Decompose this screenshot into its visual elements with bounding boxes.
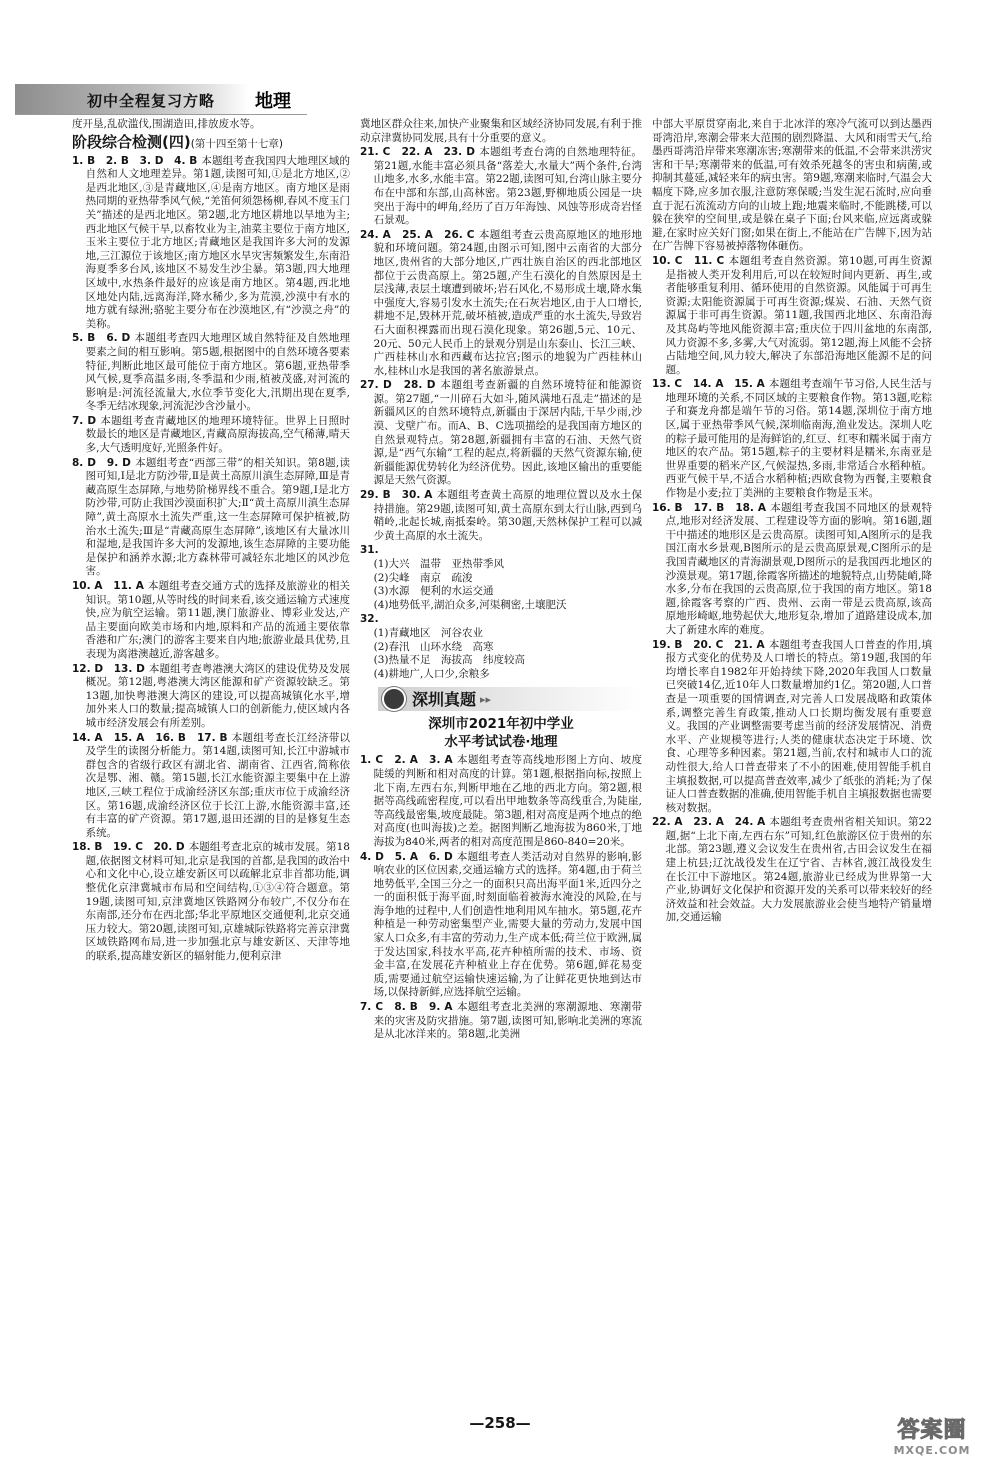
explanation-text: 本题组考查交通方式的选择及旅游业的相关知识。第10题,从等时线的时间来看,该交通运输方式速度快,应为航空运输。第11题,澳门旅游业、博彩业发达,产品主要面向欧美市场和内地,原料和产品的流通主要依靠香港和广东;澳门的游客主要来自内地;旅游业最具优势,且表现为离港澳越近,游客越多。 — [85, 580, 350, 660]
explanation-text: 本题组考查贵州省相关知识。第22题,据“上北下南,左西右东”可知,红色旅游区位于贵州的东北部。第23题,遵义会议发生在贵州省,古田会议发生在福建上杭县;辽沈战役发生在辽宁省、吉林省,渡江战役发生在长江中下游地区。第24题,旅游业已经成为世界第一大产业,协调好文化保护和资源开发的关系可以带来较好的经济效益和社会效益。大力发展旅游业会使当地特产销量增加,交通运输 — [665, 816, 932, 924]
answer-keys: 22. A 23. A 24. A — [652, 816, 766, 829]
answer-item — [72, 663, 350, 731]
answer-keys: 7. C 8. B 9. A — [360, 1001, 453, 1014]
explanation-text: 本题组考查我国四大地理区域的自然和人文地理差异。第1题,读图可知,①是北方地区,②是西北地区,③是青藏地区,④是南方地区。南方地区是雨热同期的亚热带季风气候,“羌笛何须怨杨柳,春风不度玉门关”描述的是西北地区。第2题,北方地区耕地以旱地为主;西北地区气候干旱,以畜牧业为主,油菜主要位于南方地区,玉米主要位于北方地区;青藏地区是我国许多大河的发源地,三江源位于该地区;南方地区水旱灾害频繁发生,东南沿海夏季多台风,该地区不易发生沙尘暴。第3题,四大地理区域中,水热条件最好的应该是南方地区。第4题,西北地区地处内陆,远离海洋,降水稀少,多为荒漠,沙漠中有水的地方就有绿洲;骆驼主要分布在沙漠地区,有“沙漠之舟”的美称。 — [85, 154, 350, 330]
exam-title-line: 深圳市2021年初中学业 — [428, 716, 574, 733]
answer-item — [72, 732, 350, 841]
answer-keys: 16. B 17. B 18. A — [652, 501, 766, 514]
subject-title: 地理 — [255, 91, 291, 112]
page-number: —258— — [469, 1414, 531, 1432]
answer-line: (4)地势低平,湖泊众多,河渠稠密,土壤肥沃 — [373, 598, 567, 611]
answer-line: (1)青藏地区 河谷农业 — [373, 626, 484, 639]
explanation-text: 本题组考查等高线地形图上方向、坡度陡缓的判断和相对高度的计算。第1题,根据指向标,按照上北下南,左西右东,判断甲地在乙地的西北方向。第2题,根据等高线疏密程度,可以看出甲地数条等高线重合,为陡崖,等高线最密集,坡度最陡。第3题,相对高度是两个地点的绝对高度(也叫海拔)之差。据图判断乙地海拔为860米,丁地海拔为840米,两者的相对高度范围是860-840=20米。 — [373, 754, 642, 848]
answer-item — [72, 415, 350, 456]
answer-item — [72, 155, 350, 332]
explanation-text: 本题组考查我国人口普查的作用,填报方式变化的优势及人口增长的特点。第19题,我国的年均增长率自1982年开始持续下降,2020年我国人口数量已突破14亿,近10年人口数量增加约1亿。第20题,人口普查是一项重要的国情调查,对完善人口发展战略和政策体系,调整完善生育政策,推动人口长期均衡发展有重要意义。我国的产业调整需要考虑当前的经济发展情况、消费水平、产业规模等进行;人类的健康状态决定于环境、饮食、心理等多种因素。第21题,当前,农村和城市人口的流动性很大,给人口普查带来了不小的困难,使用智能手机自主填报数据,可以提高普查效率,减少了纸张的消耗;为了保证人口普查数据的准确,使用智能手机自主填报数据也需要核对数据。 — [665, 638, 932, 814]
answer-keys: 21. C 22. A 23. D — [360, 146, 475, 159]
answer-item — [72, 841, 350, 963]
answer-keys: 10. C 11. C — [652, 254, 725, 267]
answer-item — [652, 816, 932, 925]
explanation-text: 本题组考查云贵高原地区的地形地貌和环境问题。第24题,由图示可知,图中云南省的大部分地区,贵州省的大部分地区,广西壮族自治区的西北部地区都位于云贵高原上。第25题,产生石漠化的自然原因是土层浅薄,表层土壤遭到破坏;岩石风化,不易形成土壤,降水集中强度大,容易引发水土流失;在石灰岩地区,由于人口增长,耕地不足,毁林开荒,破坏植被,造成严重的水土流失,导致岩石大面积裸露而出现石漠化现象。第26题,5元、10元、20元、50元人民币上的景观分别是山东泰山、长江三峡、广西桂林山水和西藏布达拉宫;图示的地貌为广西桂林山水,桂林山水是我国的著名旅游景点。 — [373, 228, 642, 377]
logo-name: 答案圈 — [897, 1418, 967, 1443]
explanation-text: 本题组考查黄土高原的地理位置以及水土保持措施。第29题,读图可知,黄土高原东到太行山脉,西到乌鞘岭,北起长城,南抵秦岭。第30题,天然林保护工程可以减少黄土高原的水土流失。 — [373, 489, 642, 542]
answer-item — [360, 379, 642, 488]
answer-item — [652, 502, 932, 638]
logo-url: MXQE.COM — [893, 1444, 971, 1457]
answer-keys: 18. B 19. C 20. D — [72, 841, 185, 854]
answer-keys: 4. D 5. A 6. D — [360, 850, 453, 863]
explanation-text: 本题组考查人类活动对自然界的影响,影响农业的区位因素,交通运输方式的选择。第4题,由于荷兰地势低平,全国三分之一的面积只高出海平面1米,近四分之一的面积低于海平面,时刻面临着被海水淹没的风险,在与海争地的过程中,人们创造性地利用风车抽水。第5题,花卉种植是一种劳动密集型产业,需要大量的劳动力,发展中国家人口众多,有丰富的劳动力,生产成本低;荷兰位于欧洲,属于发达国家,科技水平高,花卉种植所需的技术、市场、资金丰富,在发展花卉种植业上存在优势。第6题,鲜花易变质,需要通过航空运输快速运输,为了让鲜花更快地到达市场,以保持新鲜,应选择航空运输。 — [373, 850, 642, 999]
text-column-right — [652, 118, 932, 1408]
explanation-text: 本题组考查北京的城市发展。第18题,依据图文材料可知,北京是我国的首都,是我国的政治中心和文化中心,设立雄安新区可以疏解北京非首都功能,调整优化京津冀城市布局和空间结构,①③④符合题意。第19题,读图可知,京津冀地区铁路网分布较广,不仅分布在东南部,还分布在西北部;华北平原地区交通便利,北京交通压力较大。第20题,读图可知,京雄城际铁路将完善京津冀区域铁路网布局,进一步加强北京与雄安新区、天津等地的联系,提高雄安新区的辐射能力,便利京津 — [85, 841, 350, 963]
answer-keys: 8. D 9. D — [72, 456, 131, 469]
explanation-text: 本题组考查四大地理区域自然特征及自然地理要素之间的相互影响。第5题,根据图中的自然环境各要素特征,判断此地区最可能位于南方地区。第6题,亚热带季风气候,夏季高温多雨,冬季温和少雨,植被茂盛,对河流的影响是:河流径流量大,水位季节变化大,汛期出现在夏季,冬季无结冰现象,河流泥沙含沙量小。 — [85, 332, 350, 413]
answer-item — [652, 639, 932, 816]
section-emblem-icon — [382, 687, 406, 711]
explanation-text: 本题组考查青藏地区的地理环境特征。世界上日照时数最长的地区是青藏地区,青藏高原海拔高,空气稀薄,晴天多,大气透明度好,光照条件好。 — [85, 414, 350, 455]
text-column-middle — [360, 118, 642, 1408]
answer-item — [652, 255, 932, 377]
site-logo — [876, 1418, 988, 1457]
running-header — [15, 84, 307, 115]
question-number: 32. — [360, 613, 379, 626]
section-banner — [378, 687, 642, 711]
answer-keys: 12. D 13. D — [72, 662, 145, 675]
answer-line: (2)尖峰 南京 疏浚 — [373, 571, 473, 584]
exam-title-line: 水平考试试卷·地理 — [444, 734, 558, 751]
banner-title: 深圳真题 — [412, 689, 477, 709]
answer-item — [360, 754, 642, 849]
answer-keys: 5. B 6. D — [72, 332, 131, 345]
arrows-icon — [480, 693, 491, 707]
answer-item — [360, 613, 642, 681]
explanation-text: 本题组考查粤港澳大湾区的建设优势及发展概况。第12题,粤港澳大湾区能源和矿产资源较缺乏。第13题,加快粤港澳大湾区的建设,可以提高城镇化水平,增加外来人口的数量;提高城镇人口的创新能力,使区域内各城市经济发展会有所差别。 — [85, 662, 350, 729]
explanation-text: 本题组考查北美洲的寒潮源地、寒潮带来的灾害及防灾措施。第7题,读图可知,影响北美洲的寒流是从北冰洋来的。第8题,北美洲 — [373, 1001, 642, 1041]
answer-keys: 14. A 15. A 16. B 17. B — [72, 731, 228, 744]
answer-line: (1)大兴 温带 亚热带季风 — [373, 558, 505, 570]
answer-keys: 29. B 30. A — [360, 489, 433, 502]
question-number: 31. — [360, 544, 379, 557]
answer-keys: 7. D — [72, 414, 97, 427]
answer-keys: 19. B 20. C 21. A — [652, 638, 765, 651]
explanation-text: 本题组考查长江经济带以及学生的读图分析能力。第14题,读图可知,长江中游城市群包含的省级行政区有湖北省、湖南省、江西省,简称依次是鄂、湘、赣。第15题,长江水能资源主要集中在上游地区,三峡工程位于成渝经济区东部;重庆市位于成渝经济区。第16题,成渝经济区位于长江上游,水能资源丰富,还有丰富的矿产资源。第17题,退田还湖的目的是修复生态系统。 — [85, 731, 350, 839]
explanation-text: 本题组考查台湾的自然地理特征。第21题,水能丰富必须具备“落差大,水量大”两个条件,台湾山地多,水多,水能丰富。第22题,读图可知,台湾山脉主要分布在中部和东部,山高林密。第23题,野柳地质公园是一块突出于海中的岬角,经历了百万年海蚀、风蚀等形成奇岩怪石景观。 — [373, 146, 642, 227]
explanation-text: 本题组考查端午节习俗,人民生活与地理环境的关系,不同区域的主要粮食作物。第13题,吃粽子和赛龙舟都是端午节的习俗。第14题,深圳位于南方地区,属于亚热带季风气候,深圳临南海,渔业发达。深圳人吃的粽子最可能用的是海鲜馅的,红豆、红枣和糯米属于南方地区的农产品。第15题,粽子的主要材料是糯米,东南亚是世界重要的稻米产区,气候湿热,多雨,非常适合水稻种植。西亚气候干旱,不适合水稻种植;西欧食物为西餐,主要粮食作物是小麦;拉丁美洲的主要粮食作物是玉米。 — [665, 378, 932, 500]
answer-line: (3)水源 便利的水运交通 — [373, 585, 494, 598]
answer-keys: 13. C 14. A 15. A — [652, 378, 765, 391]
answer-item — [360, 544, 642, 612]
answer-line: (3)热量不足 海拔高 纬度较高 — [373, 654, 526, 667]
answer-item — [360, 851, 642, 1001]
answer-item — [72, 332, 350, 414]
continuation-text: 度开垦,乱砍滥伐,围湖造田,排放废水等。 — [72, 118, 261, 130]
answer-item — [360, 146, 642, 228]
heading-title: 阶段综合检测(四) — [72, 132, 191, 151]
answer-item — [360, 489, 642, 543]
answer-item — [72, 580, 350, 662]
answer-keys: 1. C 2. A 3. A — [360, 754, 453, 767]
continuation-text: 中部大平原贯穿南北,来自于北冰洋的寒冷气流可以到达墨西哥湾沿岸,寒潮会带来大范围的剧烈降温、大风和雨雪天气,给墨西哥湾沿岸带来寒潮冻害;寒潮带来的低温,不会带来洪涝灾害和干旱;寒潮带来的低温,可有效杀死越冬的害虫和病菌,或抑制其蔓延,减轻来年的病虫害。第9题,寒潮来临时,气温会大幅度下降,应多加衣服,注意防寒保暖;当发生泥石流时,应向垂直于泥石流流动方向的山坡上跑;地震来临时,不能跳楼,可以躲在狭窄的空间里,或是躲在桌子下面;台风来临,应远离或躲避,在家时应关好门窗;如果在街上,不能站在广告牌下,因为站在广告牌下容易被掉落物体砸伤。 — [652, 118, 932, 253]
answer-item — [652, 378, 932, 500]
explanation-text: 本题组考查新疆的自然环境特征和能源资源。第27题,“一川碎石大如斗,随风满地石乱走”描述的是新疆风区的自然环境特点,新疆由于深居内陆,干旱少雨,沙漠、戈壁广布。而A、B、C选项描绘的是我国南方地区的自然景观特点。第28题,新疆拥有丰富的石油、天然气资源,是“西气东输”工程的起点,将新疆的天然气资源东输,使新疆能源优势转化为经济优势。因此,该地区输出的重要能源是天然气资源。 — [373, 379, 642, 487]
answer-line: (2)春汛 山环水绕 高寒 — [373, 640, 494, 653]
text-column-left — [72, 118, 350, 1408]
answer-keys: 27. D 28. D — [360, 379, 436, 392]
answer-item — [360, 229, 642, 379]
explanation-text: 本题组考查自然资源。第10题,可再生资源是指被人类开发利用后,可以在较短时间内更新、再生,或者能够重复利用、循环使用的自然资源。风能属于可再生资源;太阳能资源属于可再生资源;煤炭、石油、天然气资源属于非可再生资源。第11题,我国西北地区、东南沿海及其岛屿等地风能资源丰富;重庆位于四川盆地的东南部,风力资源不多,多雾,大气对流弱。第12题,海上风能不会挤占陆地空间,风力较大,解决了东部沿海地区能源不足的问题。 — [665, 254, 932, 376]
explanation-text: 本题组考查“西部三带”的相关知识。第8题,读图可知,Ⅰ是北方防沙带,Ⅱ是黄土高原川滇生态屏障,Ⅲ是青藏高原生态屏障,与地势阶梯界线不重合。第9题,Ⅰ是北方防沙带,可防止我国沙漠面积扩大;Ⅱ“黄土高原川滇生态屏障”,黄土高原水土流失严重,这一生态屏障可保护植被,防治水土流失;Ⅲ是“青藏高原生态屏障”,该地区有大量冰川和湿地,是我国许多大河的发源地,该生态屏障的主要功能是保护和涵养水源;北方森林带可减轻东北地区的风沙危害。 — [85, 456, 350, 578]
answer-keys: 10. A 11. A — [72, 580, 144, 592]
section-heading — [72, 133, 350, 154]
heading-chapter-range: (第十四至第十七章) — [190, 137, 283, 150]
answer-line: (4)耕地广,人口少,余粮多 — [373, 667, 490, 680]
exam-title — [360, 715, 642, 751]
book-series-title: 初中全程复习方略 — [87, 92, 216, 110]
explanation-text: 本题组考查我国不同地区的景观特点,地形对经济发展、工程建设等方面的影响。第16题,题干中描述的地形区是云贵高原。读图可知,A图所示的是我国江南水乡景观,B图所示的是云贵高原景观,C图所示的是我国青藏地区的青海湖景观,D图所示的是我国西北地区的沙漠景观。第17题,徐霞客所描述的地貌特点,山势陡峭,降水多,分布在我国的云贵高原,位于我国的南方地区。第18题,徐霞客考察的广西、贵州、云南一带是云贵高原,该高原地形崎岖,地势起伏大,地形复杂,增加了道路建设成本,加大了新建水库的难度。 — [665, 501, 932, 636]
answer-item — [72, 457, 350, 579]
continuation-text: 冀地区群众往来,加快产业聚集和区域经济协同发展,有利于推动京津冀协同发展,具有十分重要的意义。 — [360, 118, 642, 144]
answer-item — [360, 1001, 642, 1042]
answer-keys: 24. A 25. A 26. C — [360, 228, 475, 241]
answer-keys: 1. B 2. B 3. D 4. B — [72, 154, 198, 167]
